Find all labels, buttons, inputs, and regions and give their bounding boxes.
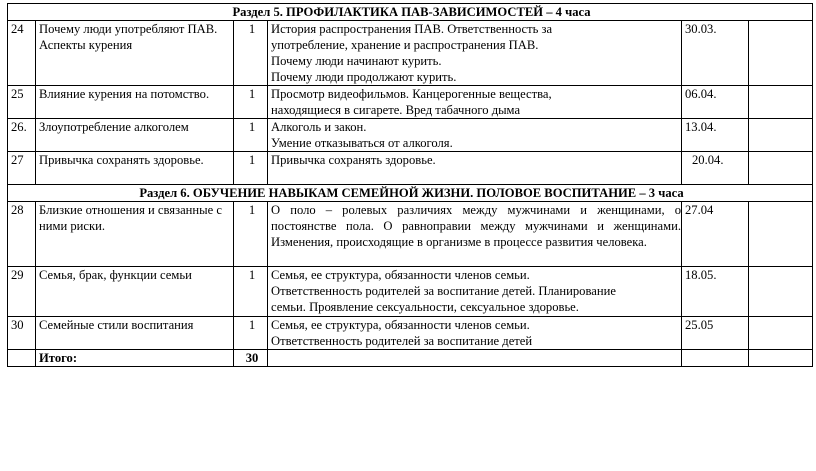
empty-cell [749, 152, 813, 185]
table-row-27 [8, 152, 813, 185]
content-line: Ответственность родителей за воспитание детей [271, 334, 533, 348]
row-number: 30 [8, 317, 36, 350]
content-line: Почему люди начинают курить. [271, 54, 442, 68]
hours-cell: 1 [234, 152, 268, 185]
row-number: 29 [8, 267, 36, 317]
empty-cell [268, 350, 682, 367]
total-label: Итого: [36, 350, 234, 367]
content-cell [268, 152, 682, 185]
table-row-24 [8, 21, 813, 86]
date-cell: 27.04 [682, 202, 749, 267]
total-hours: 30 [234, 350, 268, 367]
empty-cell [749, 267, 813, 317]
table-row-25 [8, 86, 813, 119]
date-cell: 30.03. [682, 21, 749, 86]
topic-cell: Семейные стили воспитания [36, 317, 234, 350]
content-line: употребление, хранение и распространения ПАВ. [271, 38, 539, 52]
content-line: Семья, ее структура, обязанности членов семьи. [271, 268, 530, 282]
empty-cell [682, 350, 749, 367]
empty-cell [749, 119, 813, 152]
topic-cell: Злоупотребление алкоголем [36, 119, 234, 152]
date-cell: 20.04. [682, 152, 749, 185]
topic-cell: Почему люди употребляют ПАВ. Аспекты курения [36, 21, 234, 86]
content-cell [268, 21, 682, 86]
topic-cell: Влияние курения на потомство. [36, 86, 234, 119]
hours-cell: 1 [234, 21, 268, 86]
empty-cell [749, 350, 813, 367]
section-5-row [8, 4, 813, 21]
content-line: История распространения ПАВ. Ответственность за [271, 22, 553, 36]
table-row-30 [8, 317, 813, 350]
content-line: находящиеся в сигарете. Вред табачного дыма [271, 103, 521, 117]
topic-cell: Близкие отношения и связанные с ними риски. [36, 202, 234, 267]
empty-cell [749, 86, 813, 119]
empty-cell [749, 202, 813, 267]
content-cell [268, 86, 682, 119]
total-row [8, 350, 813, 367]
row-number: 25 [8, 86, 36, 119]
row-number: 24 [8, 21, 36, 86]
date-cell: 18.05. [682, 267, 749, 317]
date-cell: 25.05 [682, 317, 749, 350]
topic-cell: Привычка сохранять здоровье. [36, 152, 234, 185]
table-row-26 [8, 119, 813, 152]
empty-cell [8, 350, 36, 367]
section-6-title: Раздел 6. ОБУЧЕНИЕ НАВЫКАМ СЕМЕЙНОЙ ЖИЗНИ. ПОЛОВОЕ ВОСПИТАНИЕ – 3 часа [8, 185, 813, 202]
table-row-29 [8, 267, 813, 317]
hours-cell: 1 [234, 119, 268, 152]
empty-cell [749, 317, 813, 350]
row-number: 27 [8, 152, 36, 185]
date-cell: 13.04. [682, 119, 749, 152]
content-cell [268, 119, 682, 152]
content-line: Семья, ее структура, обязанности членов семьи. [271, 318, 530, 332]
hours-cell: 1 [234, 267, 268, 317]
content-line: Привычка сохранять здоровье. [271, 153, 436, 167]
hours-cell: 1 [234, 317, 268, 350]
content-line: Ответственность родителей за воспитание детей. Планирование [271, 284, 616, 298]
section-5-title: Раздел 5. ПРОФИЛАКТИКА ПАВ-ЗАВИСИМОСТЕЙ – 4 часа [8, 4, 813, 21]
row-number: 26. [8, 119, 36, 152]
content-line: Алкоголь и закон. [271, 120, 367, 134]
content-line: Почему люди продолжают курить. [271, 70, 457, 84]
hours-cell: 1 [234, 86, 268, 119]
row-number: 28 [8, 202, 36, 267]
empty-cell [749, 21, 813, 86]
content-cell [268, 267, 682, 317]
content-cell: О поло – ролевых различиях между мужчинами и женщинами, о постоянстве пола. О равноправии между мужчинами и женщинами. Изменения, происходящие в организме в процессе развития человека. [268, 202, 682, 267]
content-line: Умение отказываться от алкоголя. [271, 136, 453, 150]
content-line: семьи. Проявление сексуальности, сексуальное здоровье. [271, 300, 579, 314]
content-cell [268, 317, 682, 350]
section-6-row [8, 185, 813, 202]
lesson-plan-table [7, 3, 813, 367]
topic-cell: Семья, брак, функции семьи [36, 267, 234, 317]
date-cell: 06.04. [682, 86, 749, 119]
content-line: Просмотр видеофильмов. Канцерогенные вещества, [271, 87, 552, 101]
table-row-28 [8, 202, 813, 267]
hours-cell: 1 [234, 202, 268, 267]
